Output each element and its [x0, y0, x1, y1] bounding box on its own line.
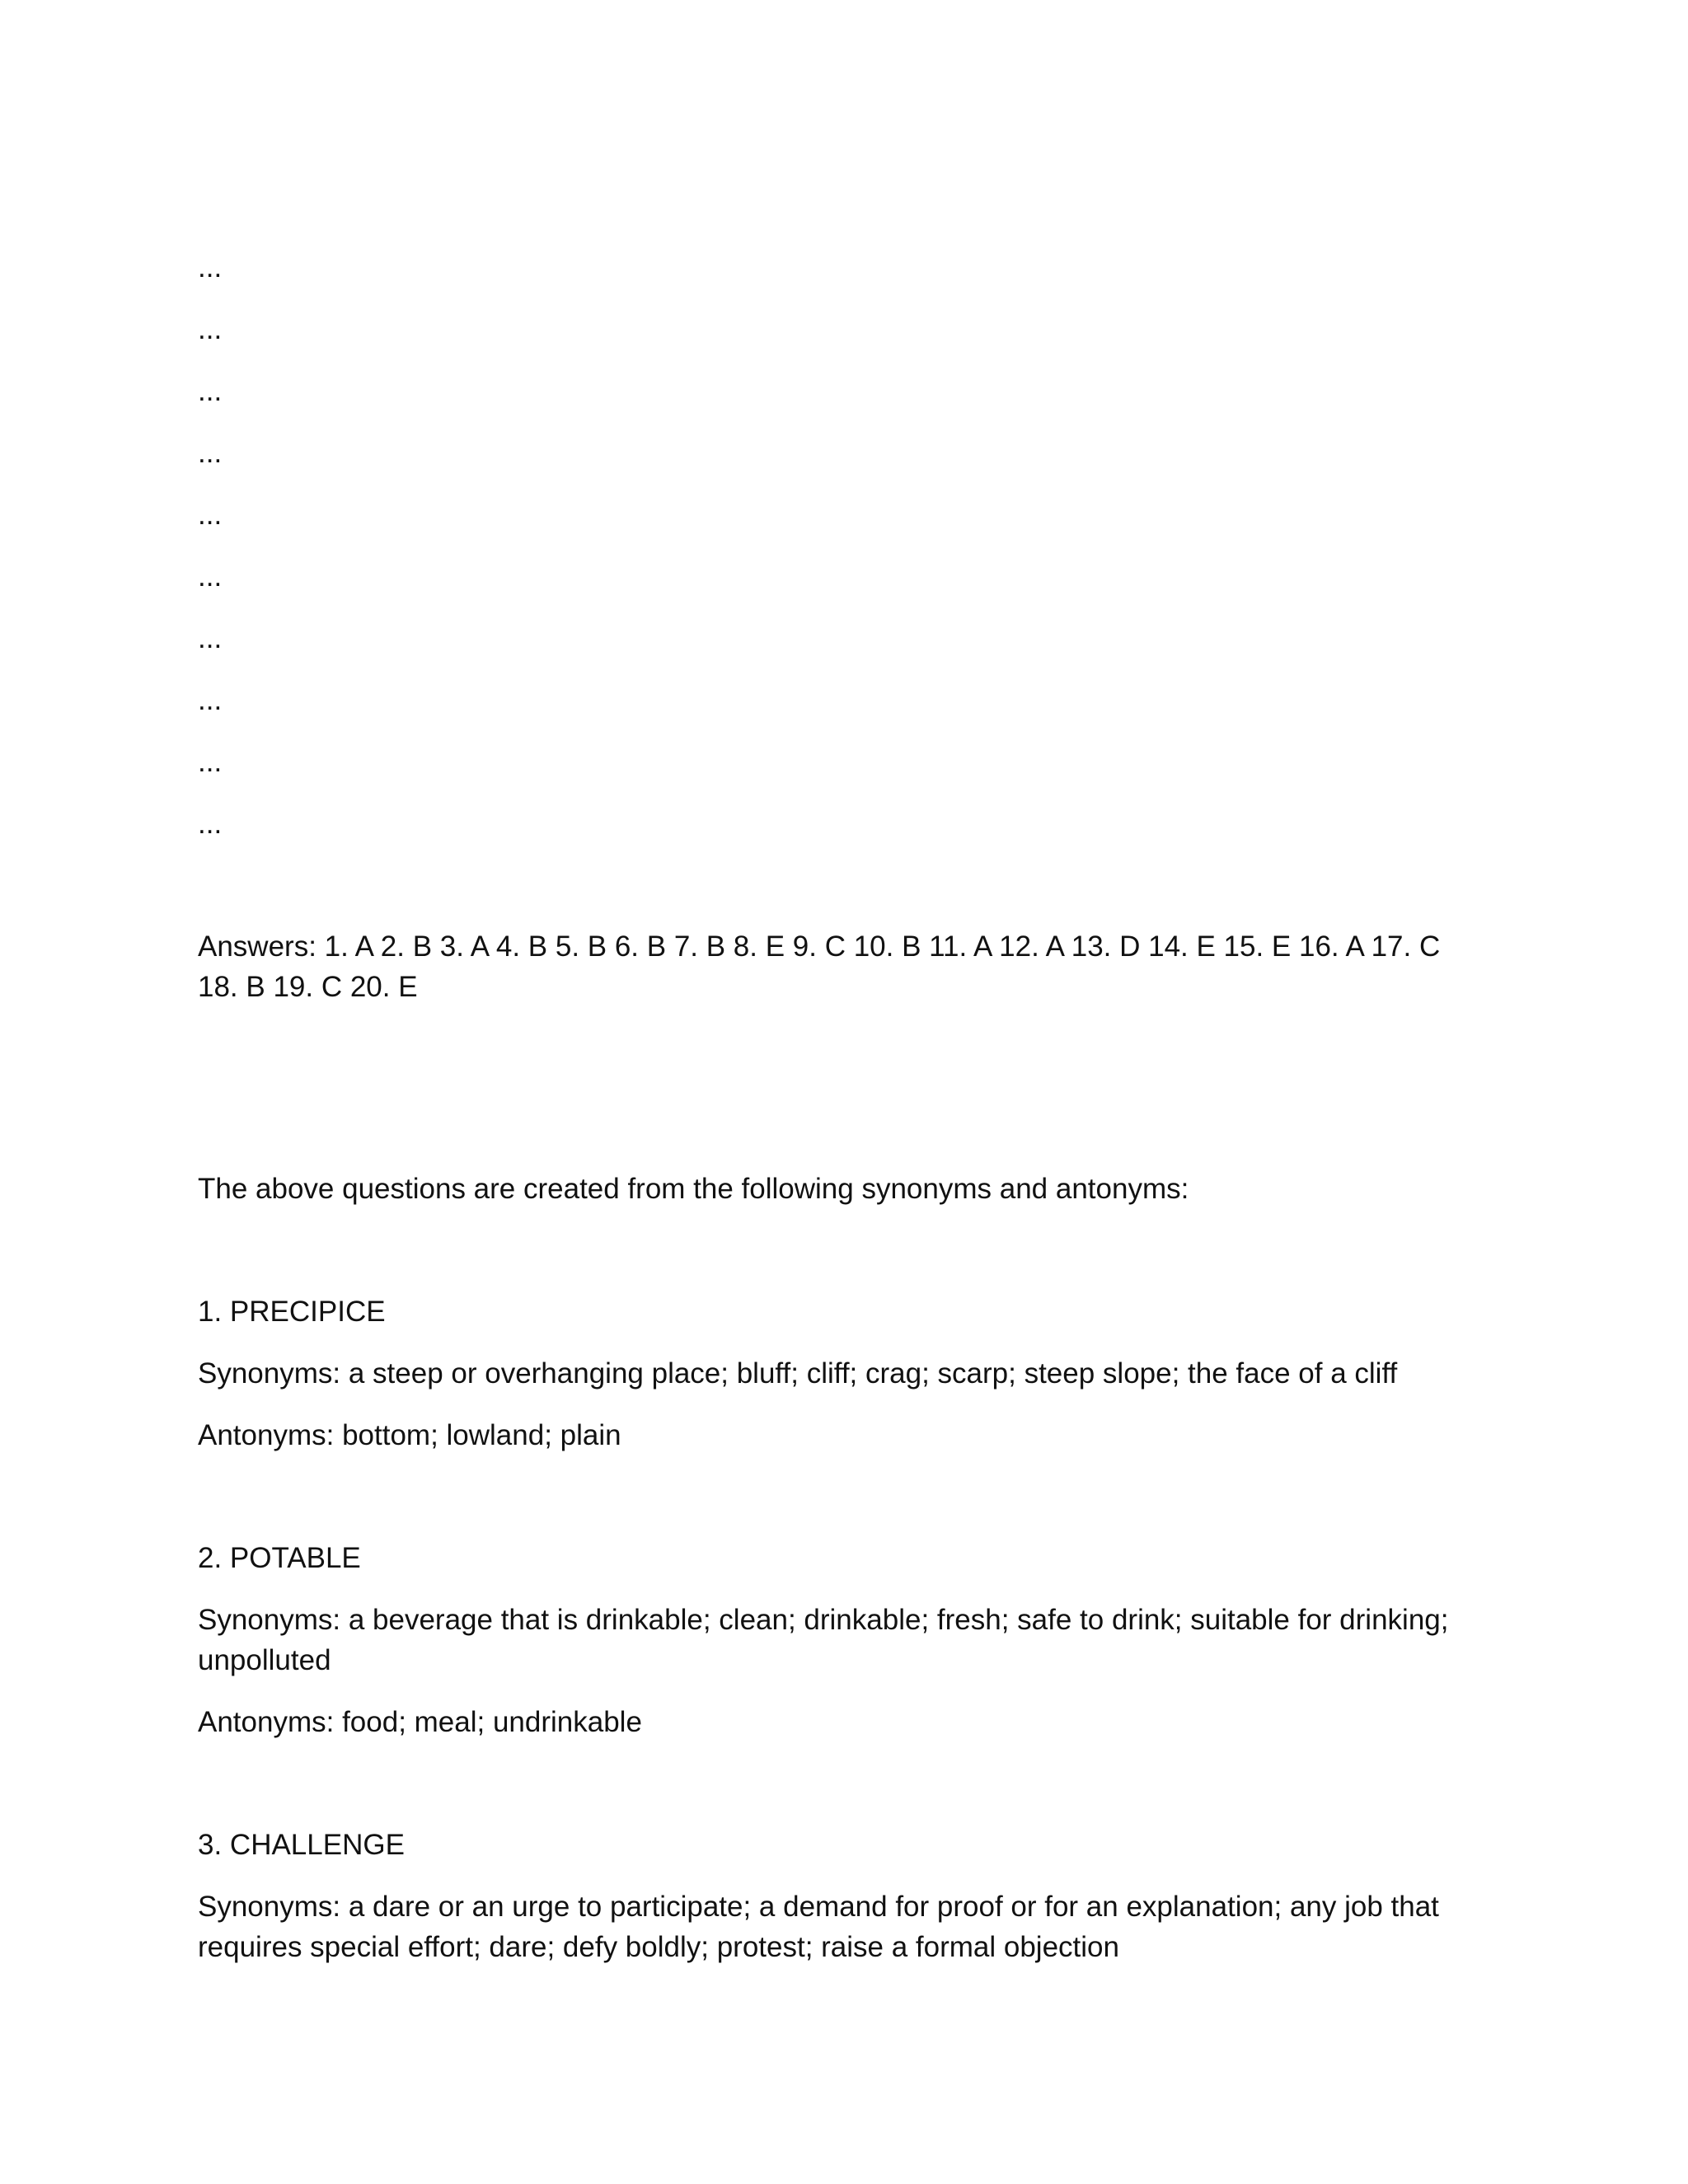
vocab-entry [198, 1538, 1484, 1742]
entry-antonyms: Antonyms: food; meal; undrinkable [198, 1706, 642, 1738]
ellipsis-line: ... [198, 808, 223, 840]
entry-antonyms: Antonyms: bottom; lowland; plain [198, 1419, 621, 1451]
vocab-entry [198, 1825, 1484, 1967]
ellipsis-line: ... [198, 375, 223, 407]
ellipsis-line: ... [198, 746, 223, 778]
ellipsis-line: ... [198, 622, 223, 654]
entry-synonyms: Synonyms: a beverage that is drinkable; clean; drinkable; fresh; safe to drink; suitable for drinking; unpolluted [198, 1604, 1449, 1676]
entry-synonyms: Synonyms: a dare or an urge to participate; a demand for proof or for an explanation; any job that requires special effort; dare; defy boldly; protest; raise a formal objection [198, 1891, 1439, 1963]
ellipsis-line: ... [198, 313, 223, 345]
intro-paragraph: The above questions are created from the following synonyms and antonyms: [198, 1173, 1189, 1205]
ellipsis-line: ... [198, 251, 223, 284]
ellipsis-line: ... [198, 437, 223, 469]
ellipsis-line: ... [198, 499, 223, 531]
vocab-entry [198, 1291, 1484, 1455]
answer-key: Answers: 1. A 2. B 3. A 4. B 5. B 6. B 7. B 8. E 9. C 10. B 11. A 12. A 13. D 14. E 15. E 16. A 17. C 18. B 19. C 20. E [198, 930, 1441, 1003]
entry-heading: 3. CHALLENGE [198, 1829, 405, 1861]
ellipsis-line: ... [198, 684, 223, 716]
entry-heading: 2. POTABLE [198, 1542, 361, 1574]
ellipsis-line: ... [198, 560, 223, 593]
entry-synonyms: Synonyms: a steep or overhanging place; bluff; cliff; crag; scarp; steep slope; the face of a cliff [198, 1357, 1398, 1390]
entry-heading: 1. PRECIPICE [198, 1296, 386, 1328]
document-page [198, 247, 1484, 1989]
ellipsis-list [198, 247, 1484, 844]
